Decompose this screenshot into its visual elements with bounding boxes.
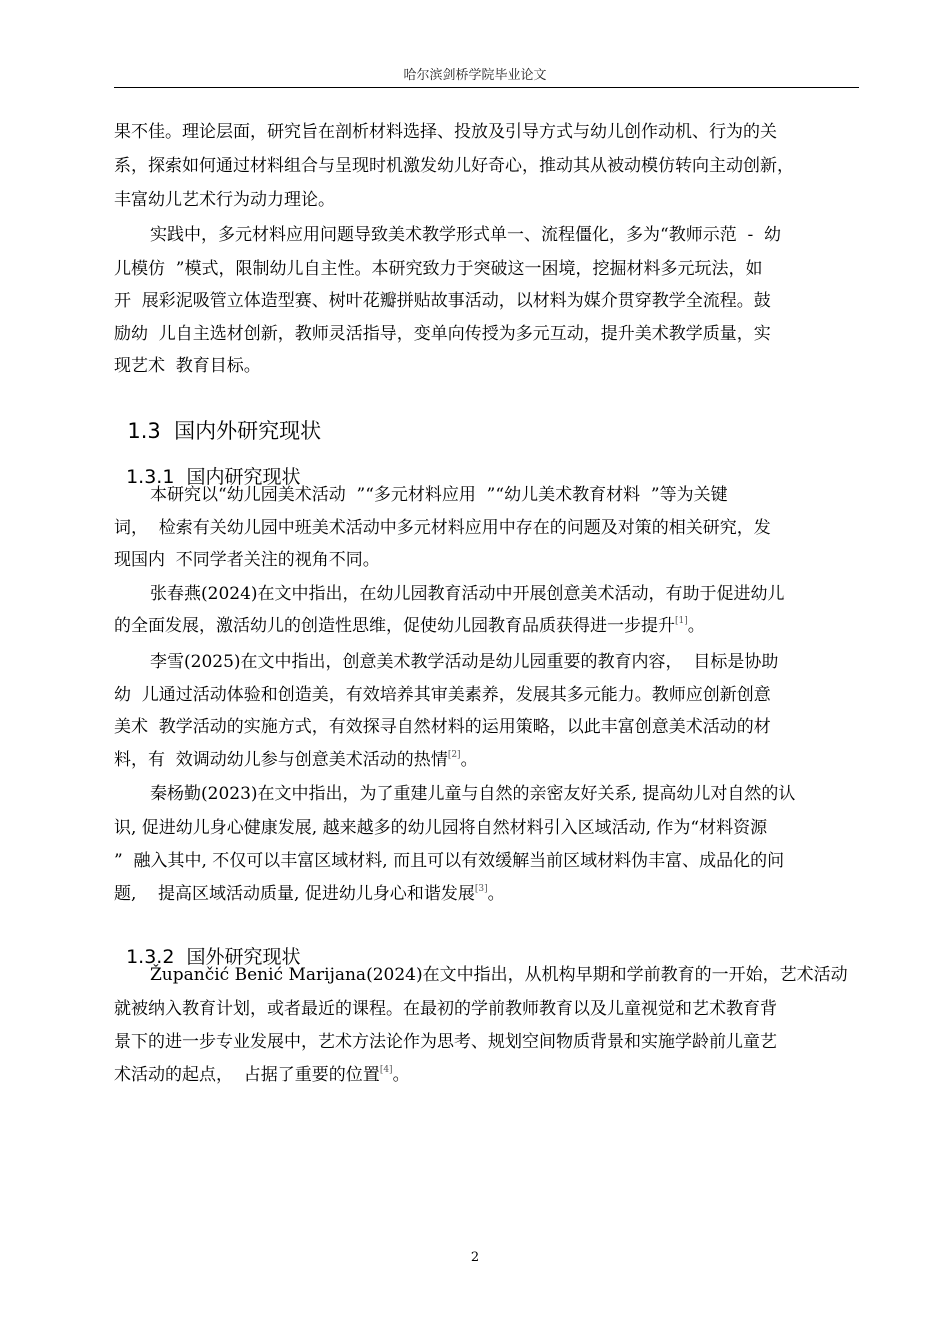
- text-line: 李雪(2025)在文中指出，创意美术教学活动是幼儿园重要的教育内容， 目标是协助: [150, 652, 779, 672]
- header-title: 哈尔滨剑桥学院毕业论文: [403, 68, 547, 83]
- text-span: 料，有 效调动幼儿参与创意美术活动的热情: [114, 750, 448, 770]
- header-divider: [114, 87, 859, 88]
- section-title: 国内外研究现状: [174, 419, 322, 443]
- text-line: 识, 促进幼儿身心健康发展, 越来越多的幼儿园将自然材料引入区域活动, 作为“材料资源: [114, 818, 768, 838]
- section-number: 1.3.2: [126, 946, 175, 968]
- text-span: 。: [392, 1065, 410, 1085]
- text-line: 系，探索如何通过材料组合与呈现时机激发幼儿好奇心，推动其从被动模仿转向主动创新，: [114, 156, 794, 176]
- citation-ref[interactable]: [4]: [379, 1065, 393, 1075]
- text-span: 题, 提高区域活动质量, 促进幼儿身心和谐发展: [114, 884, 475, 904]
- text-span: 术活动的起点， 占据了重要的位置: [114, 1065, 380, 1085]
- citation-ref[interactable]: [2]: [447, 750, 461, 760]
- text-line: 幼 儿通过活动体验和创造美，有效培养其审美素养，发展其多元能力。教师应创新创意: [114, 685, 771, 705]
- text-line: [114, 883, 505, 905]
- section-title: 国内研究现状: [186, 466, 301, 488]
- text-line: 景下的进一步专业发展中，艺术方法论作为思考、规划空间物质背景和实施学龄前儿童艺: [114, 1032, 777, 1052]
- text-line: 开 展彩泥吸管立体造型赛、树叶花瓣拼贴故事活动，以材料为媒介贯穿教学全流程。鼓: [114, 291, 771, 311]
- text-span: 。: [487, 884, 505, 904]
- text-line: 实践中，多元材料应用问题导致美术教学形式单一、流程僵化，多为“教师示范 - 幼: [150, 225, 782, 245]
- text-line: 现国内 不同学者关注的视角不同。: [114, 550, 380, 570]
- text-line: 儿模仿 ”模式，限制幼儿自主性。本研究致力于突破这一困境，挖掘材料多元玩法，如: [114, 259, 763, 279]
- page-number: 2: [470, 1250, 480, 1265]
- text-span: 的全面发展，激活幼儿的创造性思维，促使幼儿园教育品质获得进一步提升: [114, 616, 675, 636]
- citation-ref[interactable]: [3]: [474, 884, 488, 894]
- text-line: 本研究以“幼儿园美术活动 ”“多元材料应用 ”“幼儿美术教育材料 ”等为关键: [150, 485, 728, 505]
- citation-ref[interactable]: [1]: [675, 616, 688, 626]
- text-line: ” 融入其中, 不仅可以丰富区域材料, 而且可以有效缓解当前区域材料伪丰富、成品化的问: [114, 851, 785, 871]
- section-heading-1-3: [114, 391, 321, 445]
- text-line: [114, 749, 478, 771]
- section-heading-1-3-1: [114, 440, 301, 489]
- text-line: 张春燕(2024)在文中指出，在幼儿园教育活动中开展创意美术活动，有助于促进幼儿: [150, 584, 785, 604]
- text-line: 词， 检索有关幼儿园中班美术活动中多元材料应用中存在的问题及对策的相关研究，发: [114, 518, 771, 538]
- text-line: [114, 1064, 410, 1086]
- section-number: 1.3: [127, 419, 161, 443]
- text-line: Župančić Benić Marijana(2024)在文中指出，从机构早期和学前教育的一开始，艺术活动: [150, 965, 848, 985]
- text-line: 励幼 儿自主选材创新，教师灵活指导，变单向传授为多元互动，提升美术教学质量，实: [114, 324, 771, 344]
- text-line: 丰富幼儿艺术行为动力理论。: [114, 190, 335, 210]
- text-line: 就被纳入教育计划，或者最近的课程。在最初的学前教师教育以及儿童视觉和艺术教育背: [114, 999, 777, 1019]
- text-line: 秦杨勤(2023)在文中指出，为了重建儿童与自然的亲密友好关系, 提高幼儿对自然的认: [150, 784, 796, 804]
- text-line: 果不佳。理论层面，研究旨在剖析材料选择、投放及引导方式与幼儿创作动机、行为的关: [114, 122, 777, 142]
- section-heading-1-3-2: [114, 920, 301, 969]
- text-line: 美术 教学活动的实施方式，有效探寻自然材料的运用策略，以此丰富创意美术活动的材: [114, 717, 771, 737]
- section-number: 1.3.1: [126, 466, 175, 488]
- text-span: 。: [687, 616, 705, 636]
- text-line: [114, 615, 705, 637]
- text-line: 现艺术 教育目标。: [114, 356, 261, 376]
- section-title: 国外研究现状: [186, 946, 301, 968]
- text-span: 。: [460, 750, 478, 770]
